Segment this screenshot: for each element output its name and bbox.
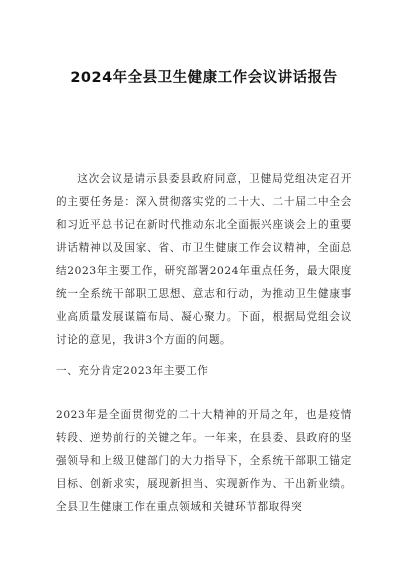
- intro-paragraph: 这次会议是请示县委县政府同意，卫健局党组决定召开的主要任务是：深入贯彻落实党的二十大、二十届二中全会和习近平总书记在新时代推动东北全面振兴座谈会上的重要讲话精神以及国家、省、市卫生健康工作会议精神，全面总结2023年主要工作，研究部署2024年重点任务，最大限度统一全系统干部职工思想、意志和行动，为推动卫生健康事业高质量发展谋篇布局、凝心聚力。下面，根据局党组会议讨论的意见，我讲3个方面的问题。: [56, 173, 352, 346]
- section-heading: 一、充分肯定2023年主要工作: [56, 365, 209, 377]
- section-paragraph: 2023年是全面贯彻党的二十大精神的开局之年，也是疫情转段、逆势前行的关键之年。一年来，在县委、县政府的坚强领导和上级卫健部门的大力指导下，全系统干部职工锚定目标、创新求实，展现新担当、实现新作为、干出新业绩。全县卫生健康工作在重点领域和关键环节都取得突: [56, 409, 352, 513]
- document-title: 2024年全县卫生健康工作会议讲话报告: [70, 70, 338, 86]
